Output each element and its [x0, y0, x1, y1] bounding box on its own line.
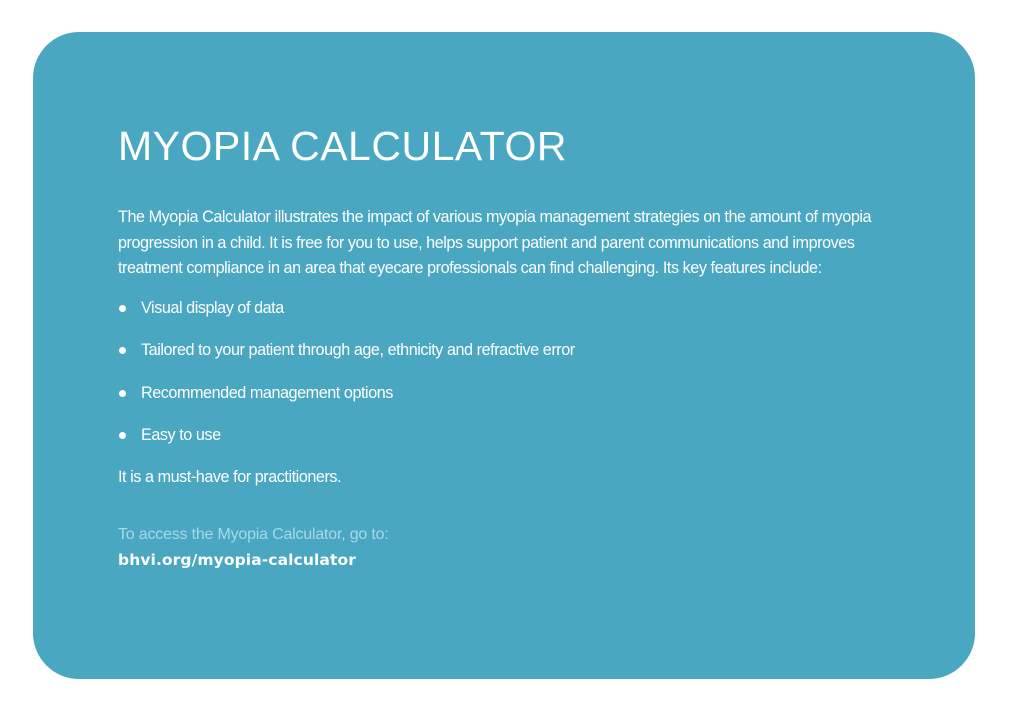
bullet-icon	[119, 432, 126, 439]
bullet-icon	[119, 347, 126, 354]
bullet-icon	[119, 390, 126, 397]
list-item	[118, 298, 918, 319]
myopia-calculator-link[interactable]: bhvi.org/myopia-calculator	[118, 550, 356, 569]
closing-statement: It is a must-have for practitioners.	[118, 467, 342, 486]
intro-paragraph: The Myopia Calculator illustrates the impact of various myopia management strategies on the amount of myopia progression in a child. It is free for you to use, helps support patient and parent communications and improves treatment compliance in an area that eyecare professionals can find challenging. Its key features include:	[118, 208, 872, 277]
features-list	[118, 298, 918, 447]
feature-label: Recommended management options	[141, 383, 393, 402]
feature-label: Easy to use	[141, 426, 221, 444]
list-item	[118, 383, 918, 404]
access-label: To access the Myopia Calculator, go to:	[118, 525, 389, 543]
bullet-icon	[119, 305, 126, 312]
feature-label: Visual display of data	[141, 298, 284, 317]
list-item	[118, 340, 918, 361]
page-title: MYOPIA CALCULATOR	[118, 123, 567, 169]
feature-label: Tailored to your patient through age, ethnicity and refractive error	[141, 341, 575, 359]
myopia-calculator-card	[33, 32, 975, 679]
list-item	[118, 425, 918, 446]
card-content	[118, 124, 918, 570]
